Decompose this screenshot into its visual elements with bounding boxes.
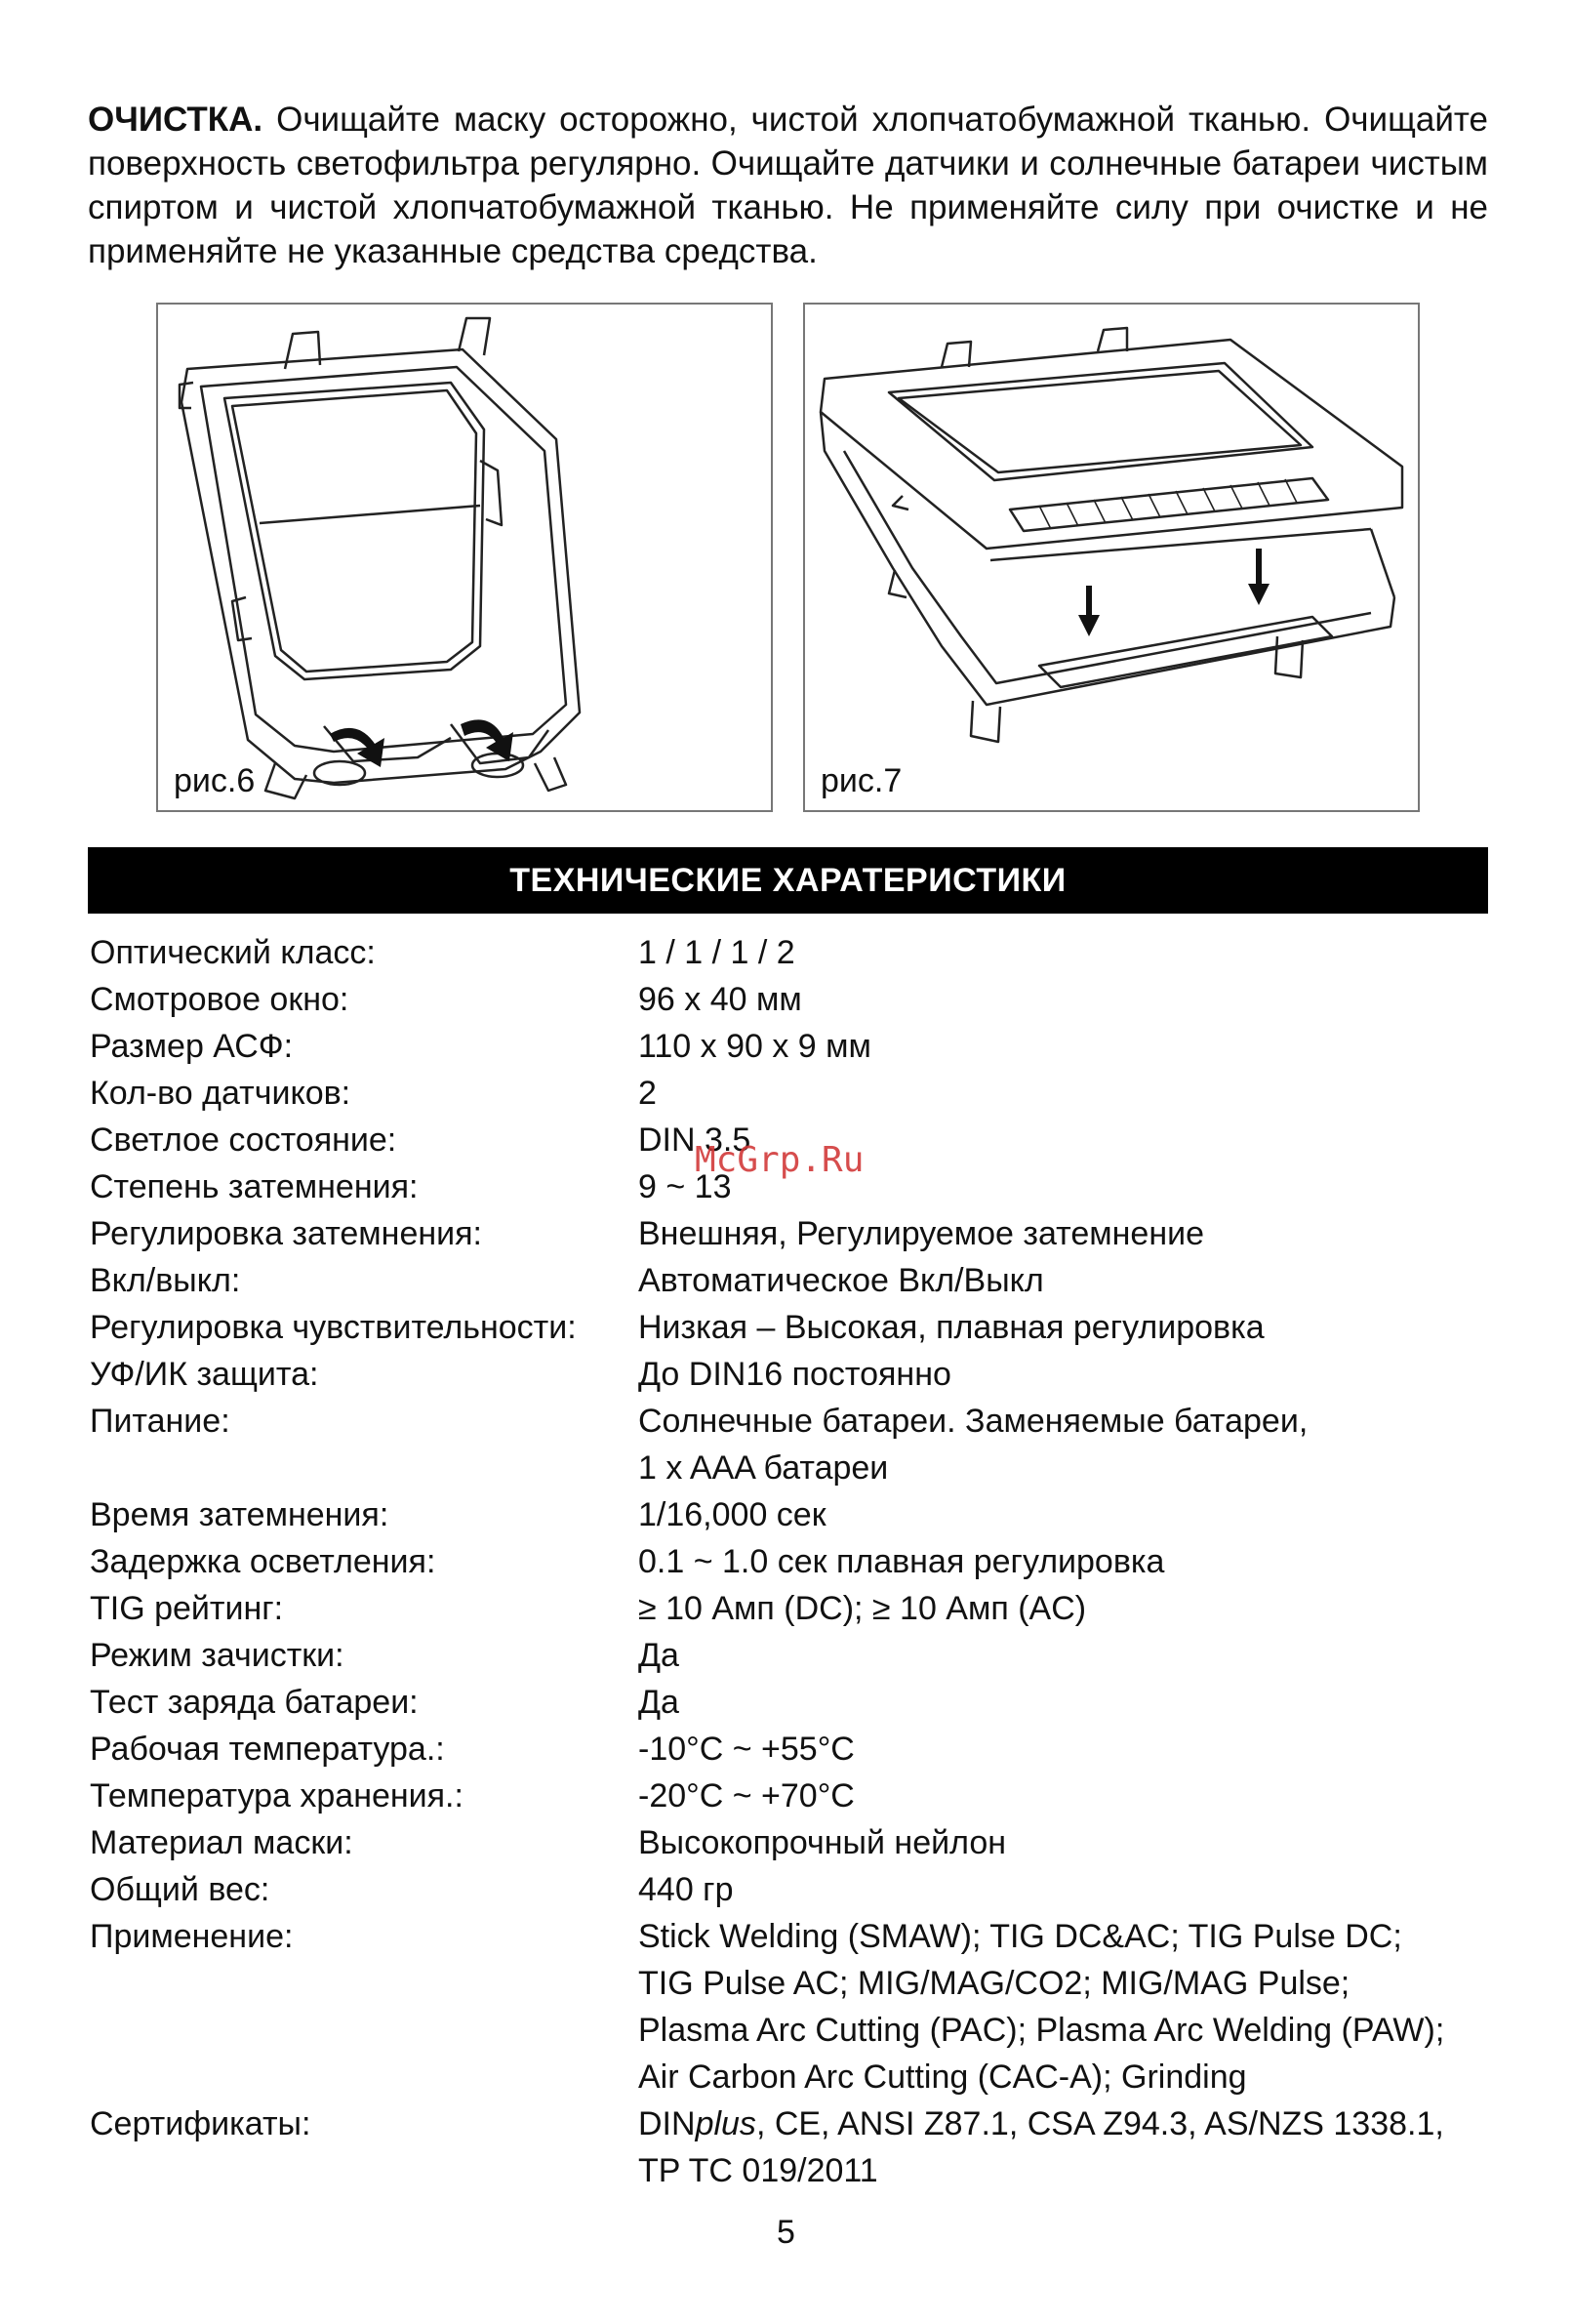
spec-label: Светлое состояние: [90, 1121, 397, 1159]
spec-row [90, 1304, 1495, 1351]
spec-value [638, 1773, 1495, 1819]
spec-row [90, 929, 1495, 976]
spec-row [90, 1819, 1495, 1866]
cleaning-paragraph [88, 98, 1488, 273]
spec-value [638, 1866, 1495, 1913]
figure-7 [803, 303, 1420, 812]
spec-label: Общий вес: [90, 1871, 270, 1908]
spec-value [638, 1913, 1495, 2100]
spec-row [90, 1257, 1495, 1304]
spec-value [638, 1819, 1495, 1866]
spec-value [638, 1632, 1495, 1679]
spec-value-line: DIN 3.5 [638, 1121, 751, 1159]
spec-row [90, 1632, 1495, 1679]
spec-row [90, 1585, 1495, 1632]
spec-value [638, 1679, 1495, 1726]
spec-row [90, 1351, 1495, 1398]
spec-label: Время затемнения: [90, 1496, 389, 1533]
spec-value [638, 1070, 1495, 1117]
cleaning-text: Очищайте маску осторожно, чистой хлопчатобумажной тканью. Очищайте поверхность светофильтра регулярно. Очищайте датчики и солнечные батареи чистым спиртом и чистой хлопчатобумажной тканью. Не применяйте силу при очистке и не применяйте не указанные средства средства. [88, 101, 1488, 270]
spec-value-line: Да [638, 1637, 679, 1674]
spec-value-line [638, 2100, 1495, 2147]
cert-plus-text: plus [695, 2105, 756, 2142]
spec-value-line: Внешняя, Регулируемое затемнение [638, 1215, 1204, 1252]
spec-label: Смотровое окно: [90, 981, 349, 1018]
spec-value-line: До DIN16 постоянно [638, 1356, 951, 1393]
spec-value-line: TIG Pulse AC; MIG/MAG/CO2; MIG/MAG Pulse; [638, 1965, 1350, 2002]
spec-value [638, 1210, 1495, 1257]
page-number: 5 [777, 2214, 795, 2251]
figure-6-caption: рис.6 [174, 762, 256, 799]
spec-row [90, 1773, 1495, 1819]
spec-value-line: 96 x 40 мм [638, 981, 802, 1018]
spec-label: УФ/ИК защита: [90, 1356, 319, 1393]
spec-label: Материал маски: [90, 1824, 353, 1861]
spec-value-line: 2 [638, 1075, 657, 1112]
spec-value [638, 1257, 1495, 1304]
spec-label: Оптический класс: [90, 934, 376, 971]
spec-value-line: Высокопрочный нейлон [638, 1824, 1007, 1861]
battery-compartment-illustration [805, 305, 1418, 810]
filter-cartridge-open-illustration [158, 305, 771, 810]
figure-6 [156, 303, 773, 812]
watermark: McGrp.Ru [695, 1140, 865, 1180]
spec-row [90, 1070, 1495, 1117]
spec-value-line: Автоматическое Вкл/Выкл [638, 1262, 1044, 1299]
spec-value-line: Да [638, 1684, 679, 1721]
spec-value [638, 1304, 1495, 1351]
spec-value [638, 1538, 1495, 1585]
spec-value-line: 0.1 ~ 1.0 сек плавная регулировка [638, 1543, 1165, 1580]
spec-row [90, 1913, 1495, 2100]
spec-label: TIG рейтинг: [90, 1590, 284, 1627]
spec-value-line: Plasma Arc Cutting (PAC); Plasma Arc Welding (PAW); [638, 2012, 1445, 2049]
spec-section-title: ТЕХНИЧЕСКИЕ ХАРАТЕРИСТИКИ [88, 847, 1488, 914]
spec-label: Вкл/выкл: [90, 1262, 241, 1299]
spec-value-line: 110 x 90 x 9 мм [638, 1028, 871, 1065]
spec-label: Применение: [90, 1918, 294, 1955]
spec-value-line: Солнечные батареи. Заменяемые батареи, [638, 1403, 1309, 1440]
spec-row-certificates [90, 2100, 1495, 2194]
spec-label: Регулировка чувствительности: [90, 1309, 577, 1346]
spec-value [638, 976, 1495, 1023]
spec-label: Степень затемнения: [90, 1168, 419, 1205]
spec-label: Режим зачистки: [90, 1637, 344, 1674]
spec-value-line: 1 / 1 / 1 / 2 [638, 934, 795, 971]
spec-label: Питание: [90, 1403, 230, 1440]
spec-value [638, 2100, 1495, 2194]
spec-value-line: Stick Welding (SMAW); TIG DC&AC; TIG Pulse DC; [638, 1918, 1402, 1955]
spec-value-line: ≥ 10 Амп (DC); ≥ 10 Амп (AC) [638, 1590, 1087, 1627]
cert-rest-text: , CE, ANSI Z87.1, CSA Z94.3, AS/NZS 1338.1, [755, 2105, 1444, 2142]
spec-label: Рабочая температура.: [90, 1731, 445, 1768]
spec-value-line: Air Carbon Arc Cutting (CAC-A); Grinding [638, 2059, 1247, 2096]
spec-value [638, 1398, 1495, 1491]
spec-label: Размер АСФ: [90, 1028, 294, 1065]
spec-row [90, 976, 1495, 1023]
spec-value [638, 1023, 1495, 1070]
spec-label: Тест заряда батареи: [90, 1684, 419, 1721]
spec-row [90, 1679, 1495, 1726]
cleaning-heading: ОЧИСТКА. [88, 101, 263, 139]
spec-table [90, 929, 1495, 2194]
spec-row [90, 1210, 1495, 1257]
spec-row [90, 1726, 1495, 1773]
spec-value-line: -20°C ~ +70°C [638, 1777, 855, 1814]
spec-row [90, 1538, 1495, 1585]
spec-value-line: Низкая – Высокая, плавная регулировка [638, 1309, 1265, 1346]
spec-label: Задержка осветления: [90, 1543, 436, 1580]
spec-row [90, 1398, 1495, 1491]
spec-value [638, 1491, 1495, 1538]
spec-value [638, 1351, 1495, 1398]
spec-value-line: 1/16,000 сек [638, 1496, 826, 1533]
figure-7-caption: рис.7 [821, 762, 903, 799]
spec-value [638, 1726, 1495, 1773]
spec-value-line: -10°C ~ +55°C [638, 1731, 855, 1768]
spec-label: Кол-во датчиков: [90, 1075, 351, 1112]
spec-row [90, 1866, 1495, 1913]
spec-value-line: 440 гр [638, 1871, 734, 1908]
cert-din-text: DIN [638, 2105, 696, 2142]
spec-value [638, 929, 1495, 976]
spec-label: Регулировка затемнения: [90, 1215, 482, 1252]
spec-value [638, 1585, 1495, 1632]
spec-value-line: TP TC 019/2011 [638, 2152, 878, 2189]
spec-label: Температура хранения.: [90, 1777, 464, 1814]
spec-row [90, 1491, 1495, 1538]
spec-label: Сертификаты: [90, 2105, 311, 2142]
spec-value-line: 1 x AAA батареи [638, 1449, 889, 1487]
spec-row [90, 1023, 1495, 1070]
spec-value-line: 9 ~ 13 [638, 1168, 732, 1205]
